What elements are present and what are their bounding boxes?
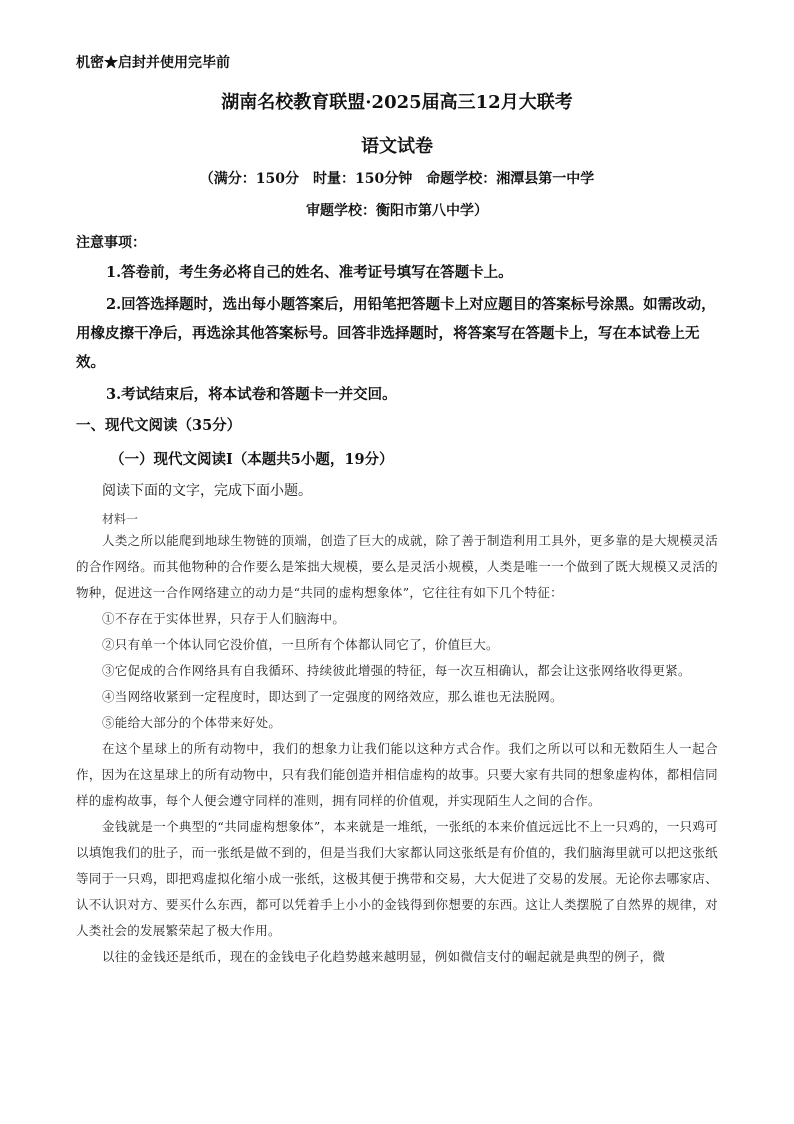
- exam-info-line2: 审题学校：衡阳市第八中学）: [306, 203, 488, 219]
- material-paragraph: 金钱就是一个典型的“共同虚构想象体”，本来就是一堆纸，一张纸的本来价值远远比不上一只鸡的，一只鸡可以填饱我们的肚子，而一张纸是做不到的，但是当我们大家都认同这张纸是有价值的，我们脑海里就可以把这张纸等同于一只鸡，即把鸡虚拟化缩小成一张纸，这极其便于携带和交易，大大促进了交易的发展。无论你去哪家店、认不认识对方、要买什么东西，都可以凭着手上小小的金钱得到你想要的东西。这让人类摆脱了自然界的规律，对人类社会的发展繁荣起了极大作用。: [76, 819, 718, 938]
- material-text: [76, 528, 718, 970]
- exam-subject: 语文试卷: [361, 136, 433, 157]
- list-item: ③它促成的合作网络具有自我循环、持续彼此增强的特征，每一次互相确认，都会让这张网络收得更紧。: [102, 663, 691, 678]
- material-paragraph: 以往的金钱还是纸币，现在的金钱电子化趋势越来越明显，例如微信支付的崛起就是典型的例子，微: [102, 949, 666, 964]
- confidential-label: 机密★启封并使用完毕前: [76, 55, 230, 71]
- reading-instruction: 阅读下面的文字，完成下面小题。: [102, 483, 312, 499]
- list-item: ②只有单一个体认同它没价值，一旦所有个体都认同它了，价值巨大。: [102, 637, 499, 652]
- exam-title: 湖南名校教育联盟·2025届高三12月大联考: [221, 92, 573, 113]
- note-item-3: 3.考试结束后，将本试卷和答题卡一并交回。: [106, 386, 397, 403]
- subsection-heading: （一）现代文阅读Ⅰ（本题共5小题，19分）: [110, 451, 394, 468]
- note-item-2: 2.回答选择题时，选出每小题答案后，用铅笔把答题卡上对应题目的答案标号涂黑。如需改动，用橡皮擦干净后，再选涂其他答案标号。回答非选择题时，将答案写在答题卡上，写在本试卷上无效。: [76, 296, 716, 371]
- note-item-1: 1.答卷前，考生务必将自己的姓名、准考证号填写在答题卡上。: [106, 264, 513, 281]
- material-label: 材料一: [102, 512, 139, 526]
- list-item: ⑤能给大部分的个体带来好处。: [102, 715, 282, 730]
- list-item: ④当网络收紧到一定程度时，即达到了一定强度的网络效应，那么谁也无法脱网。: [102, 689, 563, 704]
- list-item: ①不存在于实体世界，只存于人们脑海中。: [102, 611, 346, 626]
- section-heading: 一、现代文阅读（35分）: [76, 417, 242, 434]
- material-paragraph: 在这个星球上的所有动物中，我们的想象力让我们能以这种方式合作。我们之所以可以和无数陌生人一起合作，因为在这星球上的所有动物中，只有我们能创造并相信虚构的故事。只要大家有共同的想象虚构体，都相信同样的虚构故事，每个人便会遵守同样的准则，拥有同样的价值观，并实现陌生人之间的合作。: [76, 741, 718, 808]
- exam-info-line1: （满分：150分 时量：150分钟 命题学校：湘潭县第一中学: [199, 171, 595, 187]
- notes-heading: 注意事项：: [76, 235, 146, 251]
- material-paragraph: 人类之所以能爬到地球生物链的顶端，创造了巨大的成就，除了善于制造利用工具外，更多靠的是大规模灵活的合作网络。而其他物种的合作要么是笨拙大规模，要么是灵活小规模，人类是唯一一个做到了既大规模又灵活的物种，促进这一合作网络建立的动力是“共同的虚构想象体”，它往往有如下几个特征：: [76, 533, 718, 600]
